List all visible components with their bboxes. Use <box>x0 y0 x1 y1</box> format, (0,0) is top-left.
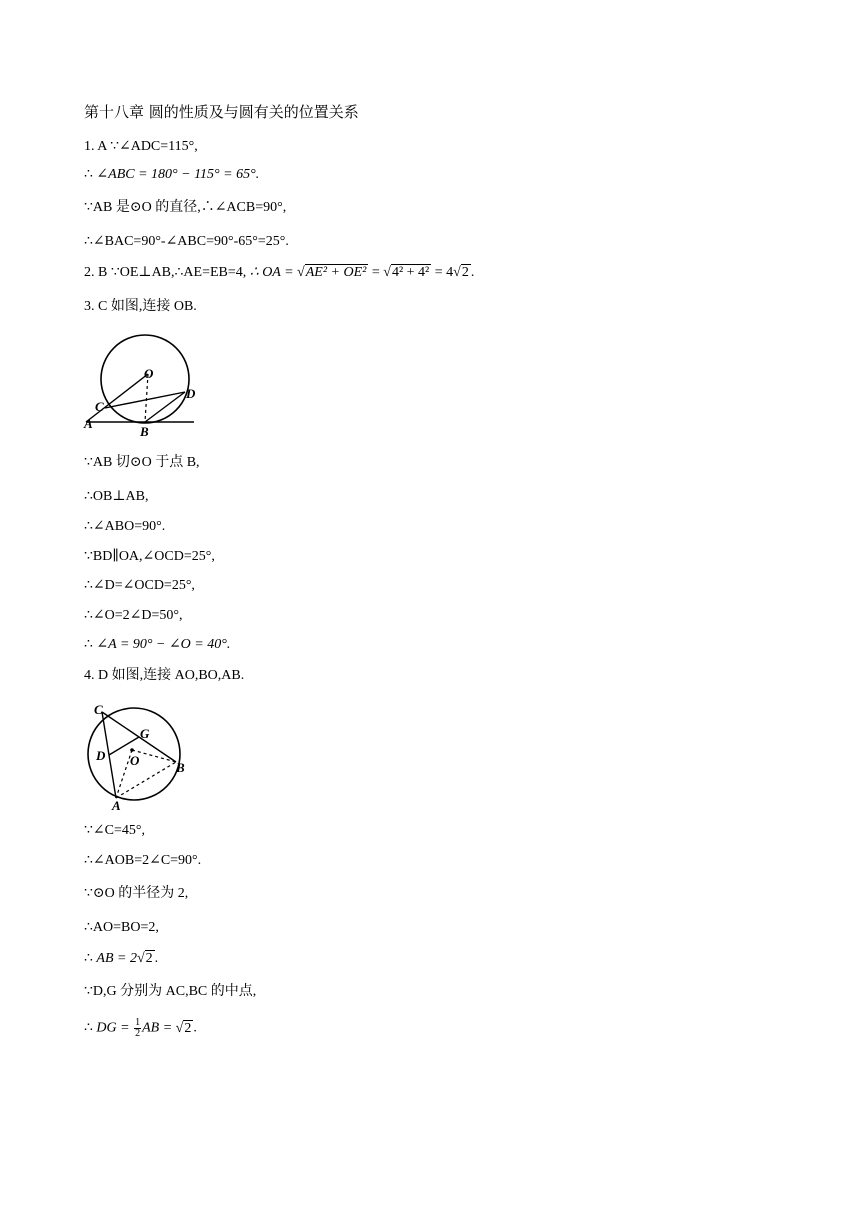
label-c: C <box>94 702 103 717</box>
label-o: O <box>130 753 140 768</box>
answer-3-line-8 <box>84 636 230 654</box>
answer-4-line-8 <box>84 1018 197 1039</box>
formula-lhs: ∴ OA = <box>249 265 298 280</box>
fraction-one-half <box>134 1018 141 1039</box>
answer-1-line-1: 1. A ∵∠ADC=115°, <box>84 139 198 154</box>
answer-3-line-4: ∴∠ABO=90°. <box>84 519 166 534</box>
answer-3-line-5: ∵BD∥OA,∠OCD=25°, <box>84 549 215 564</box>
label-a: A <box>84 416 93 431</box>
radicand: 2 <box>184 1020 192 1036</box>
label-d: D <box>186 386 196 401</box>
numerator: 1 <box>135 1017 141 1028</box>
formula: ∠ABC = 180° − 115° = 65°. <box>96 167 260 182</box>
answer-4-line-6 <box>84 950 158 968</box>
radicand: 2 <box>145 951 153 966</box>
answer-1-line-2 <box>84 166 259 184</box>
answer-3-line-6: ∴∠D=∠OCD=25°, <box>84 578 195 593</box>
answer-3-line-1: 3. C 如图,连接 OB. <box>84 299 197 314</box>
equals: = <box>368 265 384 280</box>
figure-1-circle-tangent-diagram <box>82 330 200 440</box>
denominator: 2 <box>135 1028 141 1039</box>
answer-4-line-5: ∴AO=BO=2, <box>84 920 159 935</box>
therefore-symbol: ∴ <box>84 1020 93 1036</box>
radicand-2: 4² + 4² <box>391 265 430 280</box>
sqrt: √2 <box>136 951 153 966</box>
answer-3-line-7: ∴∠O=2∠D=50°, <box>84 608 183 623</box>
formula-mid: AB = <box>142 1020 176 1036</box>
figure-2-inscribed-triangle-diagram <box>82 700 192 812</box>
sqrt: √2 <box>175 1020 192 1036</box>
period: . <box>154 951 159 966</box>
segment-ob-dashed <box>145 374 148 422</box>
result-coef: = 4 <box>431 265 454 280</box>
formula: AB = 2 <box>96 951 137 966</box>
label-a: A <box>112 798 121 812</box>
label-d: D <box>96 748 106 763</box>
answer-4-line-1: 4. D 如图,连接 AO,BO,AB. <box>84 668 245 683</box>
therefore-symbol: ∴ <box>84 167 93 182</box>
period: . <box>470 265 475 280</box>
segment-ab-dashed <box>116 762 176 798</box>
radicand-3: 2 <box>461 265 469 280</box>
sqrt-2: √4² + 4² <box>383 265 430 280</box>
answer-4-line-7: ∵D,G 分别为 AC,BC 的中点, <box>84 984 257 999</box>
sqrt-1: √AE² + OE² <box>297 265 367 280</box>
sqrt-3: √2 <box>453 265 469 280</box>
answer-4-line-2: ∵∠C=45°, <box>84 823 145 838</box>
therefore-symbol: ∴ <box>84 637 93 652</box>
label-o: O <box>144 366 154 381</box>
period: . <box>193 1020 197 1036</box>
segment-cd <box>105 392 185 408</box>
answer-1-line-3: ∵AB 是⊙O 的直径,∴∠ACB=90°, <box>84 200 287 215</box>
answer-3-line-2: ∵AB 切⊙O 于点 B, <box>84 455 200 470</box>
formula-lhs: DG = <box>96 1020 134 1036</box>
therefore-symbol: ∴ <box>84 951 93 966</box>
label-c: C <box>95 399 104 414</box>
radicand-1: AE² + OE² <box>305 265 367 280</box>
answer-4-line-4: ∵⊙O 的半径为 2, <box>84 886 189 901</box>
answer-2-line <box>84 264 474 282</box>
label-b: B <box>140 424 149 439</box>
formula: ∠A = 90° − ∠O = 40°. <box>96 637 231 652</box>
segment-ao <box>86 374 148 422</box>
label-b: B <box>176 760 185 775</box>
label-g: G <box>140 726 150 741</box>
answer-4-line-3: ∴∠AOB=2∠C=90°. <box>84 853 202 868</box>
answer-1-line-4: ∴∠BAC=90°-∠ABC=90°-65°=25°. <box>84 234 289 249</box>
answer-3-line-3: ∴OB⊥AB, <box>84 489 149 504</box>
center-point <box>130 748 134 752</box>
answer-2-text: 2. B ∵OE⊥AB,∴AE=EB=4, <box>84 265 247 280</box>
page-title: 第十八章 圆的性质及与圆有关的位置关系 <box>84 103 359 121</box>
